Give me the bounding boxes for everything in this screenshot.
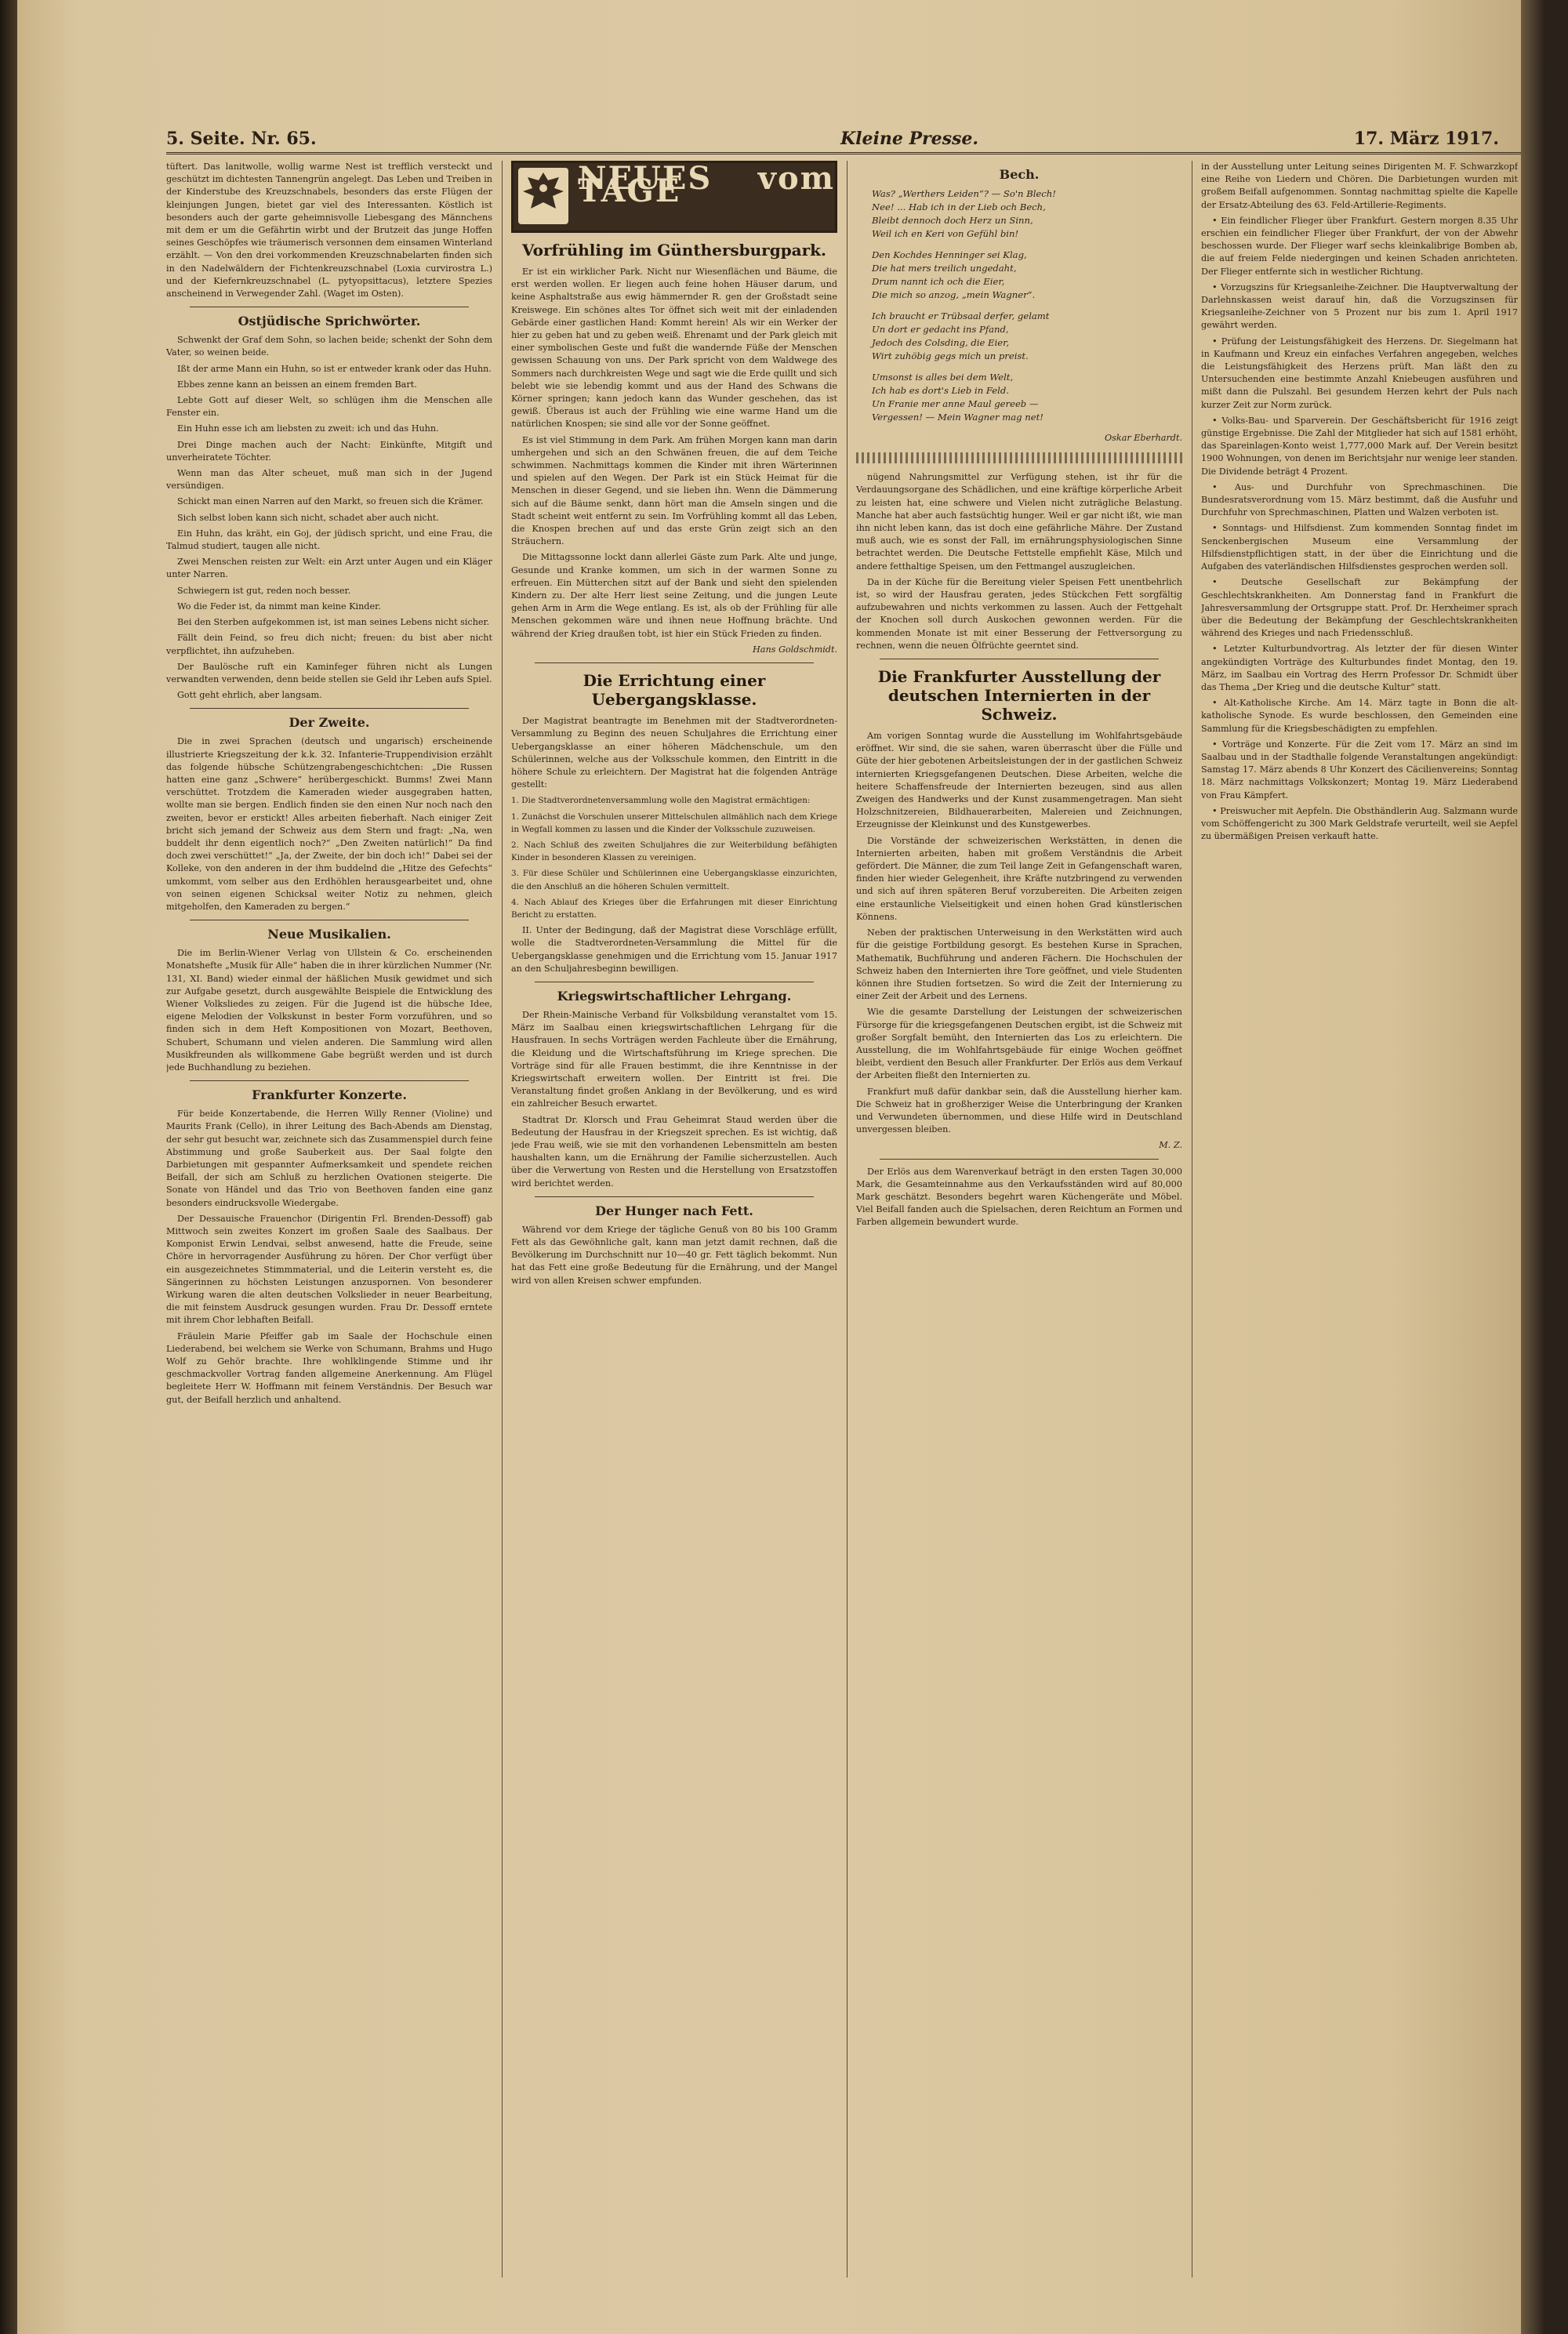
ornamental-band: [856, 452, 1182, 463]
news-item: • Letzter Kulturbundvortrag. Als letzter der für diesen Winter angekündigten Vorträge des Kulturbundes findet Montag, den 19. März, im Saalbau ein Vortrag des Herrn Professor Dr. Schmidt über das Thema „Der Krieg und die deutsche Kultur“ statt.: [1201, 643, 1518, 694]
column-3: [856, 161, 1182, 2293]
logo-word: NEUES vom TAGE: [578, 161, 835, 210]
article-text: Die Mittagssonne lockt dann allerlei Gäste zum Park. Alte und junge, Gesunde und Kranke kommen, um sich in der warmen Sonne zu erfreuen. Ein Mütterchen sitzt auf der Bank und sieht den spielenden Kindern zu. Der alte Herr liest seine Zeitung, und die jungen Leute gehen Arm in Arm die Wege entlang. Es ist, als ob der Frühling für alle Menschen gekommen wäre und ihnen neue Hoffnung brächte. Und während der Krieg draußen tobt, ist hier ein Stück Frieden zu finden.: [511, 552, 837, 639]
article-text: Während vor dem Kriege der tägliche Genuß von 80 bis 100 Gramm Fett als das Gewöhnliche galt, kann man jetzt damit rechnen, daß die Bevölkerung im Durchschnitt nur 10—40 gr. Fett täglich bekommt. Nun hat das Fett eine große Bedeutung für die Ernährung, und der Mangel wird von allen Kreisen schwer empfunden.: [511, 1224, 837, 1286]
article-text: Für beide Konzertabende, die Herren Willy Renner (Violine) und Maurits Frank (Cello), in ihrer Leitung des Bach-Abends am Dienstag, der sehr gut besucht war, zeichnete sich das Zusammenspiel durch feine Abstimmung und große Sauberkeit aus. Der Saal folgte den Darbietungen mit gespannter Aufmerksamkeit und spendete reichen Beifall, der sich am Schluß zu herzlichen Ovationen steigerte. Die Sonate von Händel und das Trio von Beethoven fanden eine ganz besonders eindrucksvolle Wiedergabe.: [166, 1109, 492, 1208]
poem: [872, 187, 1167, 424]
proverb: Ein Huhn, das kräht, ein Goj, der jüdisch spricht, und eine Frau, die Talmud studiert, taugen alle nicht.: [166, 528, 492, 552]
article-text: nügend Nahrungsmittel zur Verfügung stehen, ist ihr für die Verdauungsorgane des Schädlichen, und eine kräftige körperliche Arbeit zu leisten hat, eine schwere und Vielen nicht zuträgliche Belastung. Manche hat aber auch fastsüchtig hunger. Weil er gar nicht ißt, wie man ihn nicht leben kann, das ist doch eine gefährliche Mähre. Der Zustand muß auch, wie es sonst der Fall, im ernährungsphysiologischen Sinne betrachtet werden. Die Deutsche Fettstelle empfiehlt Käse, Milch und andere fetthaltige Speisen, um den Fettmangel auszugleichen.: [856, 472, 1182, 572]
divider: [190, 1080, 469, 1081]
article-text: Wie die gesamte Darstellung der Leistungen der schweizerischen Fürsorge für die kriegsgefangenen Deutschen ergibt, ist die Schweiz mit großer Sorgfalt bemüht, den Internierten das Los zu erleichtern. Die Ausstellung, die im Wohlfahrtsgebäude für einige Wochen geöffnet bleibt, verdient den Besuch aller Frankfurter. Der Erlös aus dem Verkauf der Arbeiten fließt den Internierten zu.: [856, 1007, 1182, 1081]
news-item: • Volks-Bau- und Sparverein. Der Geschäftsbericht für 1916 zeigt günstige Ergebnisse. Die Zahl der Mitglieder hat sich auf 1581 erhöht, das Spareinlagen-Konto weist 1,777,000 Mark auf. Der Verein besitzt 1900 Wohnungen, von denen im Berichtsjahr nur wenige leer standen. Die Dividende beträgt 4 Prozent.: [1201, 415, 1518, 478]
news-item: • Ein feindlicher Flieger über Frankfurt. Gestern morgen 8.35 Uhr erschien ein feindlicher Flieger über Frankfurt, der von der Abwehr beschossen wurde. Der Flieger warf sechs kleinkalibrige Bomben ab, die auf freiem Felde niedergingen und keinen Schaden anrichteten. Der Flieger entfernte sich in westlicher Richtung.: [1201, 215, 1518, 278]
proverb: Gott geht ehrlich, aber langsam.: [177, 690, 322, 701]
proverb: Ißt der arme Mann ein Huhn, so ist er entweder krank oder das Huhn.: [177, 363, 492, 374]
article-text: II. Unter der Bedingung, daß der Magistrat diese Vorschläge erfüllt, wolle die Stadtverordneten-Versammlung die Mittel für die Uebergangsklasse genehmigen und die Errichtung vom 15. Januar 1917 an den Schuljahresbeginn bewilligen.: [511, 925, 837, 974]
news-item: • Vorzugszins für Kriegsanleihe-Zeichner. Die Hauptverwaltung der Darlehnskassen weist darauf hin, daß die Vorzugszinsen für Kriegsanleihe-Zeichner von 5 Prozent nur bis zum 1. April 1917 gewährt werden.: [1201, 281, 1518, 332]
column-rule: [847, 161, 848, 2278]
news-item: • Sonntags- und Hilfsdienst. Zum kommenden Sonntag findet im Senckenbergischen Museum eine Versammlung der Hilfsdienstpflichtigen statt, in der über die Einrichtung und die Aufgaben des vaterländischen Hilfsdienstes gesprochen werden soll.: [1201, 522, 1518, 573]
article-text: Er ist ein wirklicher Park. Nicht nur Wiesenflächen und Bäume, die erst werden wollen. Er liegen auch feine hohen Häuser darum, und keine Asphaltstraße aus ewig hämmernder R. gen der Großstadt seine Kreiswege. Ein schönes altes Tor öffnet sich weit mit der einladenden Gebärde einer gastlichen Hand: Kommt herein! Als wir ein Werker der hier zu geben hat und zu geben weiß. Ehrenamt und der Park gleich mit einer symbolischen Geste und fußt die wandernde Füße der Menschen gewissen Schauung von uns. Der Park spricht von dem Waldwege des Sommers nach durchkreisten Wege und sagt wie die Erde quillt und sich belebt wie sie lebendig kommt und aus der Hand des Schwans die Körner springen; kann jedoch kann das Wunder geschehen, das ist gewiß. Überaus ist auch der Frühling wie eine warme Hand um die natürlichen Knospen; sie sind alle vor der Sonne geöffnet.: [511, 267, 837, 430]
news-item: • Vorträge und Konzerte. Für die Zeit vom 17. März an sind im Saalbau und in der Stadthalle folgende Veranstaltungen angekündigt: Samstag 17. März abends 8 Uhr Konzert des Cäcilienvereins; Sonntag 18. März nachmittags Volkskonzert; Montag 19. März Liederabend von Frau Kämpfert.: [1201, 739, 1518, 802]
poem-title: Bech.: [999, 167, 1040, 182]
article-text: Die in zwei Sprachen (deutsch und ungarisch) erscheinende illustrierte Kriegszeitung der k.k. 32. Infanterie-Truppendivision erzählt das folgende hübsche Schützengrabengeschichtchen: „Die Russen hatten eine ganz „Schwere“ herübergeschickt. Bumms! Zwei Mann verschüttet. Trotzdem die Kameraden wieder ausgegraben hatten, wollte man sie bergen. Endlich finden sie den einen Nur noch nach den zweiten, bevor er erstickt! Alles arbeiten fieberhaft. Nach einiger Zeit bricht sich jemand der Schweiz aus dem Stern und fragt: „Na, wen buddelt ihr denn eigentlich noch?“ „Den Zweiten natürlich!“ Da find doch zwei verschüttet!“ „Ja, der Zweite, der bin doch ich!“ Dabei sei der Kolleke, von den anderen in der ihm buddelnd die „Hitze des Gefechts“ umkommt, vom selber aus den Erdhöhlen herausgearbeitet und, ohne von seinen eigenen Schicksal weiter Notiz zu nehmen, gleich mitgeholfen, den Kameraden zu bergen.“: [166, 736, 492, 912]
list-item: 1. Die Stadtverordnetenversammlung wolle den Magistrat ermächtigen:: [511, 796, 811, 806]
article-text: Der Erlös aus dem Warenverkauf beträgt in den ersten Tagen 30,000 Mark, die Gesamteinnahme aus den Verkaufsständen wird auf 80,000 Mark geschätzt. Besonders begehrt waren Küchengeräte und Möbel. Viel Beifall fanden auch die Spielsachen, deren Reichtum an Formen und Farben allgemein bewundert wurde.: [856, 1166, 1182, 1228]
column-2: [511, 161, 837, 2293]
paper-name: Kleine Presse.: [840, 129, 979, 149]
newspaper-page: [17, 0, 1544, 2334]
article-text: in der Ausstellung unter Leitung seines Dirigenten M. F. Schwarzkopf eine Reihe von Liedern und Chören. Die Darbietungen wurden mit großem Beifall aufgenommen. Sonntag nachmittag spielte die Kapelle der Ersatz-Abteilung des 63. Feld-Artillerie-Regiments.: [1201, 162, 1518, 210]
article-headline: Ostjüdische Sprichwörter.: [238, 314, 421, 329]
article-text: Die im Berlin-Wiener Verlag von Ullstein & Co. erscheinenden Monatshefte „Musik für Alle“ haben die in ihrer kürzlichen Nummer (Nr. 131, XI. Band) wieder einmal der häßlichen Musik gewidmet und sich zur Aufgabe gesetzt, durch ausgewählte Beispiele die Entwicklung des Wiener Volksliedes zu zeigen. Für die Jugend ist die hübsche Idee, eigene Melodien der Volkskunst in bester Form vorzuführen, und so finden sich in dem Heft Kompositionen von Mozart, Beethoven, Schubert, Schumann und vielen anderen. Die Sammlung wird allen Musikfreunden als willkommene Gabe begrüßt werden und ist durch jede Buchhandlung zu beziehen.: [166, 948, 492, 1073]
article-text: Da in der Küche für die Bereitung vieler Speisen Fett unentbehrlich ist, so wird der Hausfrau geraten, jedes Stückchen Fett sorgfältig aufzubewahren und nichts verkommen zu lassen. Auch der Fettgehalt der Knochen soll durch Auskochen gewonnen werden. Für die kommenden Monate ist mit einer Besserung der Fettversorgung zu rechnen, wenn die neuen Ölfrüchte geerntet sind.: [856, 576, 1182, 651]
column-rule: [502, 161, 503, 2278]
binding-shadow: [0, 0, 17, 2334]
article-text: Am vorigen Sonntag wurde die Ausstellung im Wohlfahrtsgebäude eröffnet. Wir sind, die sie sahen, waren überrascht über die Fülle und Güte der hier gebotenen Arbeitsleistungen der in der gastlichen Schweiz internierten Kriegsgefangenen Deutschen. Diese Arbeiten, welche die heitere Schaffensfreude der Internierten bezeugen, sind aus allen Zweigen des Handwerks und der Kunst zusammengetragen. Man sieht Holzschnitzereien, Bildhauerarbeiten, Malereien und Zeichnungen, Erzeugnisse der Kleinkunst und des Kunstgewerbes.: [856, 731, 1182, 830]
news-item: • Alt-Katholische Kirche. Am 14. März tagte in Bonn die alt-katholische Synode. Es wurde beschlossen, den Gemeinden eine Sammlung für die Kriegsbeschädigten zu empfehlen.: [1201, 697, 1518, 735]
article-headline: Neue Musikalien.: [267, 927, 391, 942]
article-headline: Kriegswirtschaftlicher Lehrgang.: [557, 988, 792, 1004]
proverb: Wenn man das Alter scheuet, muß man sich in der Jugend versündigen.: [166, 468, 492, 492]
article-headline: Der Hunger nach Fett.: [595, 1203, 753, 1218]
divider: [190, 708, 469, 709]
proverb: Ebbes zenne kann an beissen an einem fremden Bart.: [177, 379, 417, 390]
article-headline: Die Frankfurter Ausstellung der deutschen Internierten in der Schweiz.: [877, 667, 1161, 724]
page-label: 5. Seite. Nr. 65.: [166, 129, 317, 149]
column-4: [1201, 161, 1518, 2293]
proverb: Schickt man einen Narren auf den Markt, so freuen sich die Krämer.: [177, 496, 484, 507]
article-headline: Frankfurter Konzerte.: [252, 1087, 407, 1103]
divider: [880, 1159, 1159, 1160]
proverb: Bei den Sterben aufgekommen ist, ist man seines Lebens nicht sicher.: [177, 617, 490, 628]
divider: [535, 1196, 814, 1197]
article-text: tüftert. Das lanitwolle, wollig warme Nest ist trefflich versteckt und geschützt im dichtesten Tannengrün angelegt. Das Leben und Treiben in der Kinderstube des Kreuzschnabels, besonders das erste Flügen der kleinjungen Jungen, bietet gar viel des Interessanten. Köstlich ist besonders auch der garte geheimnisvolle Liebesgang des Männchens mit dem er um die Gefährtin wirbt und der Brutzeit das junge Hoffen seines Geschöpfes wie träumerisch versonnen dem einsamen Winterland erzählt. — Von den drei vorkommenden Kreuzschnabelarten finden sich in den Nadelwäldern der Fichtenkreuzschnabel (Loxia curvirostra L.) und der Kiefernkreuzschnabel (L. pytyopsittacus), letztere Spezies anscheinend in Verwegender Zahl. (Waget im Osten).: [166, 162, 492, 299]
poem-stanza: Umsonst is alles bei dem Welt, Ich hab es dort's Lieb in Feld. Un Franie mer anne Maul gereeb — Vergessen! — Mein Wagner mag net!: [872, 372, 1044, 423]
proverb: Wo die Feder ist, da nimmt man keine Kinder.: [177, 601, 381, 612]
article-text: Es ist viel Stimmung in dem Park. Am frühen Morgen kann man darin umhergehen und sich an den Schwänen freuen, die auf dem Teiche schwimmen. Nachmittags kommen die Kinder mit ihren Wärterinnen und spielen auf den Wegen. Der Park ist ein Stück Heimat für die Menschen in dieser Gegend, und sie lieben ihn. Wenn die Dämmerung sich auf die Bäume senkt, dann hört man die Amseln singen und die Stadt scheint weit entfernt zu sein. Im Vorfrühling kommt all das Leben, die Knospen brechen auf und das erste Grün zeigt sich an den Sträuchern.: [511, 434, 837, 547]
list-item: 1. Zunächst die Vorschulen unserer Mittelschulen allmählich nach dem Kriege in Wegfall kommen zu lassen und die Kinder der Volksschule zuzuweisen.: [511, 811, 837, 834]
proverb: Sich selbst loben kann sich nicht, schadet aber auch nicht.: [177, 512, 439, 523]
page-header: [166, 125, 1530, 154]
issue-date: 17. März 1917.: [1353, 129, 1499, 149]
poem-stanza: Den Kochdes Henninger sei Klag, Die hat mers treilich ungedaht, Drum nannt ich och die Eier, Die mich so anzog, „mein Wagner“.: [872, 249, 1036, 300]
proverb: Drei Dinge machen auch der Nacht: Einkünfte, Mitgift und unverheiratete Töchter.: [166, 439, 492, 463]
proverb: Zwei Menschen reisten zur Welt: ein Arzt unter Augen und ein Kläger unter Narren.: [166, 557, 492, 580]
article-text: Stadtrat Dr. Klorsch und Frau Geheimrat Staud werden über die Bedeutung der Hausfrau in der Kriegszeit sprechen. Es ist wichtig, daß jede Frau weiß, wie sie mit den vorhandenen Lebensmitteln am besten haushalten kann, um die Ernährung der Familie sicherzustellen. Auch über die Verwertung von Resten und die Herstellung von Ersatzstoffen wird berichtet werden.: [511, 1114, 837, 1189]
proverb: Der Baulösche ruft ein Kaminfeger führen nicht als Lungen verwandten verwenden, denn beide stellen sie Geld ihr Leben aufs Spiel.: [166, 661, 492, 684]
eagle-icon: [518, 168, 568, 224]
article-headline: Der Zweite.: [289, 715, 370, 731]
article-text: Neben der praktischen Unterweisung in den Werkstätten wird auch für die geistige Fortbildung gesorgt. Es bestehen Kurse in Sprachen, Mathematik, Buchführung und anderen Fächern. Die Hochschulen der Schweiz haben den Internierten ihre Tore geöffnet, und viele Studenten können ihre Studien fortsetzen. So wird die Zeit der Internierung zu einer Zeit der Arbeit und des Lernens.: [856, 927, 1182, 1002]
news-item: • Prüfung der Leistungsfähigkeit des Herzens. Dr. Siegelmann hat in Kaufmann und Kreuz ein einfaches Verfahren angegeben, welches die Leistungsfähigkeit des Herzens prüft. Man läßt den zu Untersuchenden eine bestimmte Anzahl Kniebeugen ausführen und mißt dann die Pulszahl. Bei gesundem Herzen kehrt der Puls nach kurzer Zeit zur Norm zurück.: [1201, 336, 1518, 412]
proverb: Schwiegern ist gut, reden noch besser.: [177, 585, 351, 596]
article-text: Der Magistrat beantragte im Benehmen mit der Stadtverordneten-Versammlung zu Beginn des neuen Schuljahres die Errichtung einer Uebergangsklasse an einer höheren Mädchenschule, um den Schülerinnen, welche aus der Volksschule kommen, den Eintritt in die höhere Schule zu erleichtern. Der Magistrat hat die folgenden Anträge gestellt:: [511, 716, 837, 790]
article-text: Der Dessauische Frauenchor (Dirigentin Frl. Brenden-Dessoff) gab Mittwoch sein zweites Konzert im großen Saale des Saalbaus. Der Komponist Erwin Lendvai, selbst anwesend, hatte die Freude, seine Chöre in hervorragender Ausführung zu hören. Der Chor verfügt über ein ausgezeichnetes Stimmmaterial, und die Leiterin versteht es, die Sängerinnen zu höchsten Leistungen anzuspornen. Von besonderer Wirkung waren die alten deutschen Volkslieder in neuer Bearbeitung, die mit feinstem Ausdruck gesungen wurden. Frau Dr. Dessoff erntete mit ihrem Chor lebhaften Beifall.: [166, 1213, 492, 1326]
article-text: Frankfurt muß dafür dankbar sein, daß die Ausstellung hierher kam. Die Schweiz hat in großherziger Weise die Unterbringung der Kranken und Verwundeten übernommen, und diese Hilfe wird in Deutschland unvergessen bleiben.: [856, 1086, 1182, 1135]
proverb: Schwenkt der Graf dem Sohn, so lachen beide; schenkt der Sohn dem Vater, so weinen beide.: [166, 335, 492, 358]
proverb: Fällt dein Feind, so freu dich nicht; freuen: du bist aber nicht verpflichtet, ihn aufzuheben.: [166, 633, 492, 656]
list-item: 3. Für diese Schüler und Schülerinnen eine Uebergangsklasse einzurichten, die den Anschluß an die höheren Schulen vermittelt.: [511, 869, 837, 891]
news-item: • Deutsche Gesellschaft zur Bekämpfung der Geschlechtskrankheiten. Am Donnerstag fand in Frankfurt die Jahresversammlung der Ortsgruppe statt. Prof. Dr. Herxheimer sprach über die Bedeutung der Bekämpfung der Geschlechtskrankheiten während des Krieges und nach Friedensschluß.: [1201, 576, 1518, 640]
author-signature: M. Z.: [1159, 1140, 1182, 1151]
poem-stanza: Ich braucht er Trübsaal derfer, gelamt Un dort er gedacht ins Pfand, Jedoch des Colsding, die Eier, Wirt zuhöbig gegs mich un preist.: [872, 310, 1050, 361]
article-headline: Vorfrühling im Günthersburgpark.: [522, 241, 826, 260]
news-item: • Aus- und Durchfuhr von Sprechmaschinen. Die Bundesratsverordnung vom 15. März bestimmt, daß die Ausfuhr und Durchfuhr von Sprechmaschinen, Platten und Walzen verboten ist.: [1201, 481, 1518, 520]
article-text: Die Vorstände der schweizerischen Werkstätten, in denen die Internierten arbeiten, haben mit großem Verständnis die Arbeit gefördert. Die Männer, die zum Teil lange Zeit in Gefangenschaft waren, finden hier wieder Gelegenheit, ihre Kräfte nutzbringend zu verwenden und sich auf ihren späteren Beruf vorzubereiten. Die Arbeiten zeigen eine erstaunliche Vielseitigkeit und einen hohen Grad künstlerischen Könnens.: [856, 835, 1182, 922]
news-item: • Preiswucher mit Aepfeln. Die Obsthändlerin Aug. Salzmann wurde vom Schöffengericht zu 300 Mark Geldstrafe verurteilt, weil sie Aepfel zu übermäßigen Preisen verkauft hatte.: [1201, 805, 1518, 844]
article-text: Der Rhein-Mainische Verband für Volksbildung veranstaltet vom 15. März im Saalbau einen kriegswirtschaftlichen Lehrgang für die Hausfrauen. In sechs Vorträgen werden Fachleute über die Ernährung, die Kleidung und die Wirtschaftsführung im Kriege sprechen. Die Vorträge sind für alle Frauen bestimmt, die ihre Kenntnisse in der Kriegswirtschaft erweitern wollen. Der Eintritt ist frei. Die Veranstaltung findet großen Anklang in der Bevölkerung, und es wird ein zahlreicher Besuch erwartet.: [511, 1009, 837, 1109]
article-headline: Die Errichtung einer Uebergangsklasse.: [583, 671, 766, 710]
column-1: [166, 161, 492, 2293]
list-item: 4. Nach Ablauf des Krieges über die Erfahrungen mit dieser Einrichtung Bericht zu erstatten.: [511, 897, 837, 920]
author-signature: Hans Goldschmidt.: [753, 644, 837, 655]
author-signature: Oskar Eberhardt.: [1105, 433, 1182, 443]
proverb: Ein Huhn esse ich am liebsten zu zweit: ich und das Huhn.: [177, 423, 439, 434]
list-item: 2. Nach Schluß des zweiten Schuljahres die zur Weiterbildung befähigten Kinder in besonderen Klassen zu vereinigen.: [511, 840, 837, 863]
neues-vom-tage-logo: [511, 161, 837, 233]
divider: [535, 662, 814, 663]
page-edge-shadow: [1521, 0, 1544, 2334]
proverb: Lebte Gott auf dieser Welt, so schlügen ihm die Menschen alle Fenster ein.: [166, 395, 492, 419]
article-text: Fräulein Marie Pfeiffer gab im Saale der Hochschule einen Liederabend, bei welchem sie Werke von Schumann, Brahms und Hugo Wolf zu Gehör brachte. Ihre wohlklingende Stimme und ihr geschmackvoller Vortrag fanden allgemeine Anerkennung. Am Flügel begleitete Herr W. Hoffmann mit feinem Verständnis. Der Besuch war gut, der Beifall herzlich und anhaltend.: [166, 1330, 492, 1405]
poem-stanza: Was? „Werthers Leiden“? — So'n Blech! Nee! ... Hab ich in der Lieb och Bech, Bleibt dennoch doch Herz un Sinn, Weil ich en Keri von Gefühl bin!: [872, 188, 1056, 239]
